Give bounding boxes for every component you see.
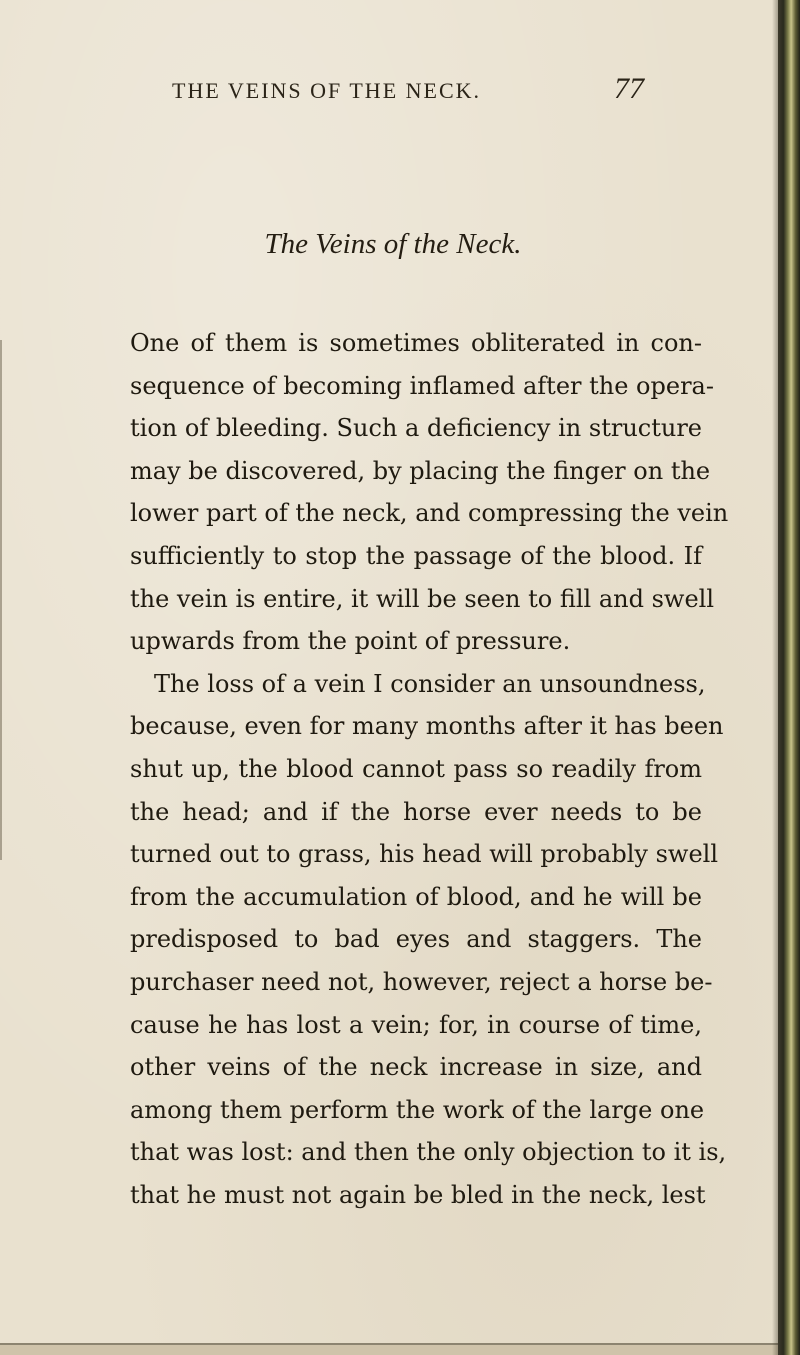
text-line: upwards from the point of pressure.	[130, 627, 571, 656]
text-line: may be discovered, by placing the finger on the	[130, 456, 711, 485]
page-number: 77	[614, 72, 644, 105]
section-title: The Veins of the Neck.	[264, 228, 522, 260]
text-line: predisposed to bad eyes and staggers. The	[130, 925, 702, 954]
text-line: among them perform the work of the large one	[130, 1095, 705, 1124]
text-line: turned out to grass, his head will probably swell	[130, 840, 718, 869]
text-line: that was lost: and then the only objection to it is,	[130, 1138, 727, 1167]
left-margin-mark	[0, 340, 2, 860]
text-line: other veins of the neck increase in size, and	[130, 1053, 702, 1082]
text-line: the vein is entire, it will be seen to fill and swell	[130, 584, 715, 613]
text-line: from the accumulation of blood, and he will be	[130, 882, 702, 911]
running-head-title: THE VEINS OF THE NECK.	[172, 78, 482, 103]
text-line: One of them is sometimes obliterated in con-	[130, 329, 702, 357]
text-line: sufficiently to stop the passage of the blood. If	[130, 541, 702, 570]
book-binding	[778, 0, 800, 1355]
text-line: purchaser need not, however, reject a horse be-	[130, 967, 713, 996]
text-line: tion of bleeding. Such a deficiency in structure	[130, 414, 702, 443]
text-line: The loss of a vein I consider an unsoundness,	[154, 669, 706, 698]
text-line: the head; and if the horse ever needs to be	[130, 797, 702, 826]
text-line: shut up, the blood cannot pass so readily from	[130, 754, 702, 783]
running-head	[0, 72, 786, 112]
bottom-shadow	[0, 1345, 800, 1355]
text-line: sequence of becoming inflamed after the opera-	[130, 371, 714, 400]
text-line: cause he has lost a vein; for, in course of time,	[130, 1010, 702, 1039]
text-line: because, even for many months after it has been	[130, 712, 724, 741]
text-line: that he must not again be bled in the neck, lest	[130, 1180, 706, 1209]
body-text	[130, 322, 729, 1216]
text-line: lower part of the neck, and compressing the vein	[130, 499, 729, 528]
